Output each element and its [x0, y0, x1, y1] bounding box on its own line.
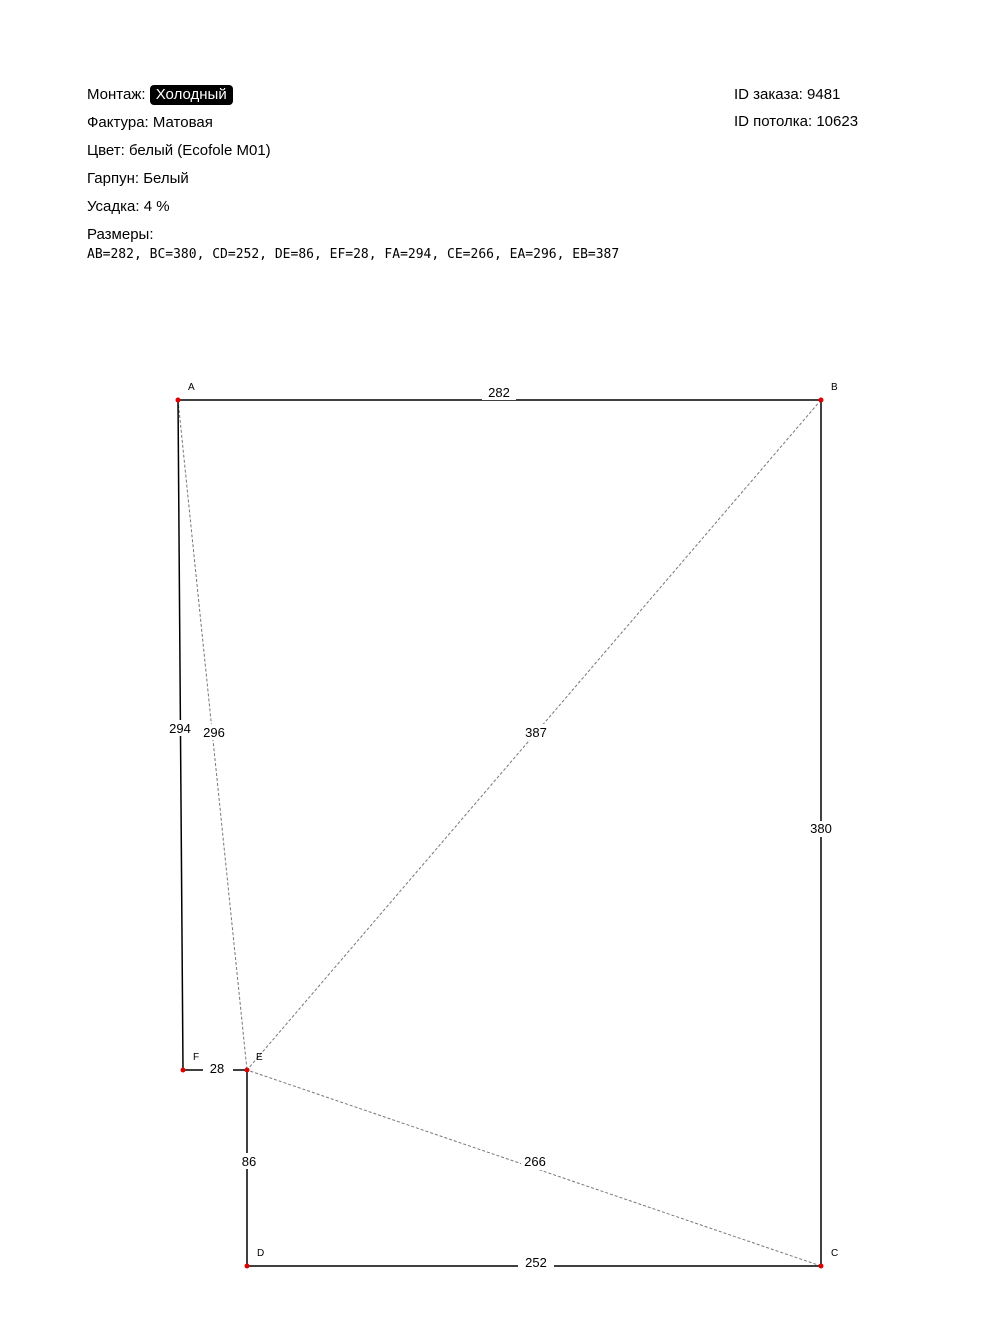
svg-text:294: 294 [169, 721, 191, 736]
label-eb [522, 724, 550, 740]
sizes-title: Размеры: [87, 226, 154, 243]
montage-badge: Холодный [150, 85, 233, 105]
svg-text:252: 252 [525, 1255, 547, 1270]
label-de [239, 1153, 259, 1169]
montage-label: Монтаж: [87, 86, 146, 103]
point-label-b: B [831, 382, 838, 393]
label-ab [482, 384, 516, 400]
texture-text: Фактура: Матовая [87, 114, 213, 131]
order-id: ID заказа: 9481 [734, 86, 841, 103]
point-e [245, 1068, 250, 1073]
label-ef [203, 1061, 233, 1077]
label-cd [518, 1255, 554, 1274]
point-d [245, 1264, 250, 1269]
point-label-f: F [193, 1052, 200, 1063]
svg-text:86: 86 [241, 1154, 257, 1169]
svg-text:266: 266 [524, 1154, 546, 1169]
shrink-text: Усадка: 4 % [87, 198, 170, 215]
svg-text:387: 387 [525, 725, 547, 740]
point-b [819, 398, 824, 403]
svg-text:28: 28 [209, 1061, 225, 1076]
point-label-a: A [188, 382, 195, 393]
svg-text:282: 282 [488, 385, 510, 400]
svg-text:296: 296 [203, 725, 225, 740]
label-ea [200, 724, 228, 740]
harpoon-text: Гарпун: Белый [87, 170, 189, 187]
point-c [819, 1264, 824, 1269]
svg-text:380: 380 [810, 821, 832, 836]
point-label-d: D [257, 1248, 265, 1259]
point-label-c: C [831, 1248, 839, 1259]
point-a [176, 398, 181, 403]
label-fa [167, 720, 195, 736]
point-label-e: E [256, 1052, 263, 1063]
ceiling-id: ID потолка: 10623 [734, 113, 859, 130]
label-ce [521, 1154, 551, 1170]
sizes-list: AB=282, BC=380, CD=252, DE=86, EF=28, FA=294, CE=266, EA=296, EB=387 [87, 247, 620, 262]
point-f [181, 1068, 186, 1073]
label-bc [806, 821, 836, 837]
color-text: Цвет: белый (Ecofole M01) [87, 142, 271, 159]
